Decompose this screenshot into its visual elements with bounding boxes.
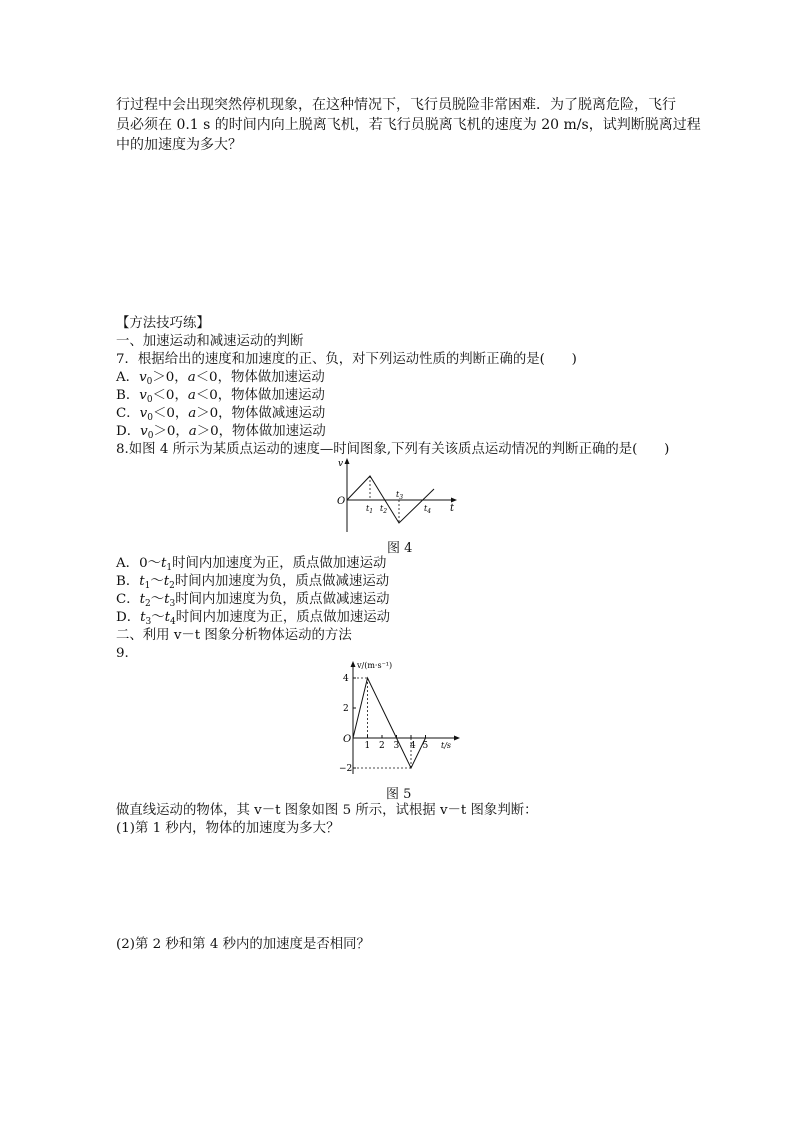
fig4-t-label: t bbox=[450, 503, 455, 514]
fig5-x-tick-label: 3 bbox=[393, 741, 400, 751]
fig4-t3-label: $t_3$ bbox=[396, 490, 404, 501]
intro-line-1: 行过程中会出现突然停机现象，在这种情况下，飞行员脱险非常困难．为了脱离危险，飞行 bbox=[116, 97, 676, 113]
fig5-y-tick-label: 4 bbox=[343, 674, 349, 684]
intro-line-3: 中的加速度为多大？ bbox=[116, 137, 242, 153]
fig4-x-arrow bbox=[451, 498, 457, 503]
q9-number: 9. bbox=[116, 646, 129, 661]
q7-option-b: B．$v_0<0$，a＜0，物体做加速运动 bbox=[116, 388, 325, 405]
fig4-v-label: v bbox=[338, 459, 344, 469]
fig5-x-tick-label: 1 bbox=[364, 741, 371, 751]
section-title: 【方法技巧练】 bbox=[116, 316, 210, 331]
fig5-x-tick-label: 5 bbox=[422, 741, 429, 751]
fig4-t4-label: $t_4$ bbox=[424, 504, 432, 515]
fig4-origin-label: O bbox=[337, 496, 346, 507]
q9-stem: 做直线运动的物体，其 v－t 图象如图 5 所示，试根据 v－t 图象判断： bbox=[116, 803, 538, 818]
fig5-y-axis-label: v/(m·s⁻¹) bbox=[357, 661, 393, 670]
fig5-x-tick-label: 4 bbox=[410, 741, 416, 751]
q8-stem: 8.如图 4 所示为某质点运动的速度—时间图象,下列有关该质点运动情况的判断正确的是( ) bbox=[116, 442, 670, 457]
part2-title: 二、利用 v－t 图象分析物体运动的方法 bbox=[116, 628, 352, 643]
intro-line-2: 员必须在 0.1 s 的时间内向上脱离飞机，若飞行员脱离飞机的速度为 20 m/s，试判断脱离过程 bbox=[116, 117, 701, 133]
fig5-y-tick-label: 2 bbox=[343, 704, 349, 714]
q9-sub-question-2: (2)第 2 秒和第 4 秒内的加速度是否相同？ bbox=[116, 937, 370, 952]
fig4-y-arrow bbox=[345, 458, 350, 464]
fig5-origin-label: O bbox=[343, 734, 352, 745]
fig5-x-axis-label: t/s bbox=[441, 741, 452, 750]
fig4-t1-label: $t_1$ bbox=[366, 504, 374, 515]
figure-5-caption: 图 5 bbox=[386, 787, 412, 802]
q8-option-a: A．$0\sim t_1$时间内加速度为正，质点做加速运动 bbox=[116, 556, 387, 573]
q7-option-c: C．$v_0<0$，a＞0，物体做减速运动 bbox=[116, 406, 326, 423]
figure-5-chart bbox=[333, 656, 463, 780]
q9-sub-question-1: (1)第 1 秒内，物体的加速度为多大？ bbox=[116, 821, 340, 836]
fig5-y-arrow bbox=[351, 661, 356, 667]
q7-option-d: D．$v_0>0$，a＞0，物体做加速运动 bbox=[116, 424, 326, 441]
q8-option-c: C．$t_2\sim t_3$时间内加速度为负，质点做减速运动 bbox=[116, 592, 390, 609]
figure-4-chart bbox=[330, 456, 466, 536]
fig5-x-arrow bbox=[454, 736, 460, 741]
part1-title: 一、加速运动和减速运动的判断 bbox=[116, 334, 304, 349]
figure-4-caption: 图 4 bbox=[387, 541, 413, 556]
fig4-t2-label: $t_2$ bbox=[380, 504, 388, 515]
q8-option-b: B．$t_1\sim t_2$时间内加速度为负，质点做减速运动 bbox=[116, 574, 390, 591]
q7-stem: 7．根据给出的速度和加速度的正、负，对下列运动性质的判断正确的是( ) bbox=[116, 352, 577, 367]
fig5-series-line bbox=[353, 678, 426, 768]
fig5-y-tick-label: −2 bbox=[339, 764, 353, 774]
fig5-x-tick-label: 2 bbox=[379, 741, 385, 751]
q7-option-a: A．$v_0>0$，a＜0，物体做加速运动 bbox=[116, 370, 325, 387]
q8-option-d: D．$t_3\sim t_4$时间内加速度为正，质点做加速运动 bbox=[116, 610, 391, 627]
